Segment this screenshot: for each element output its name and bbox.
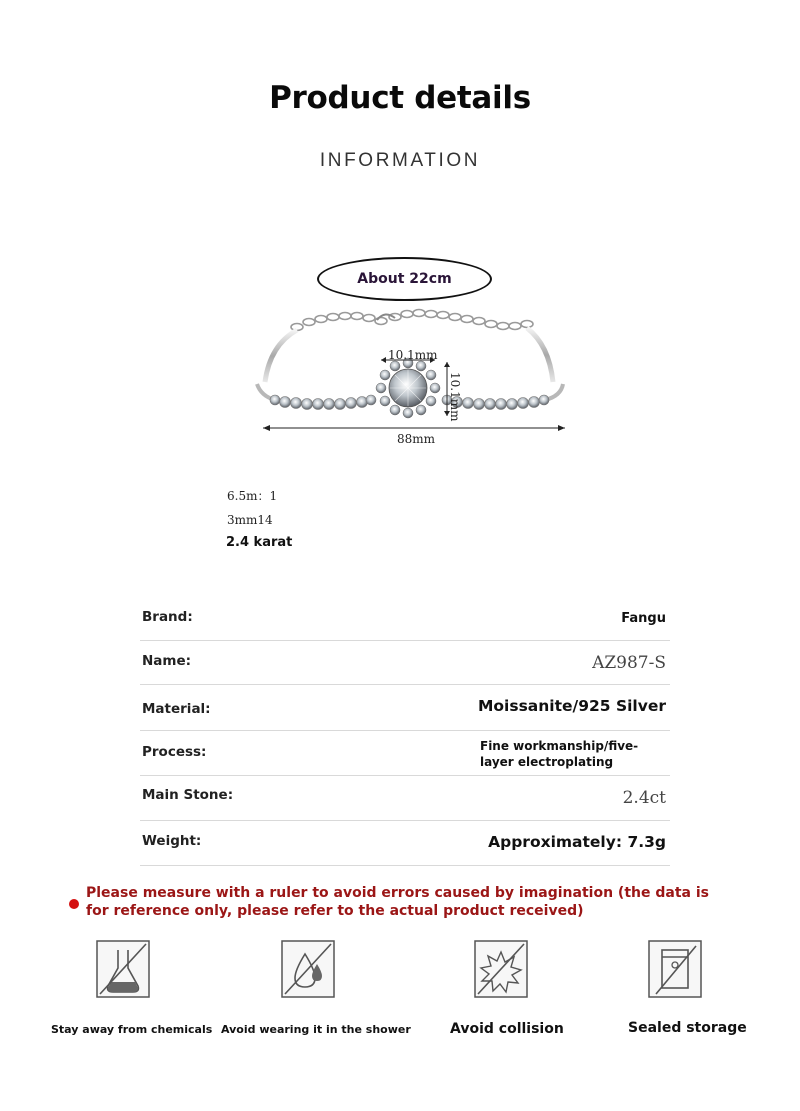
table-row — [140, 685, 670, 731]
material-label: Material: — [142, 701, 211, 717]
measurement-notice: Please measure with a ruler to avoid errors caused by imagination (the data is for reference only, please refer to the actual product received) — [86, 885, 709, 919]
details-table — [140, 596, 670, 866]
material-value: Moissanite/925 Silver — [477, 697, 666, 715]
chemical-flask-icon — [96, 940, 150, 998]
bar-length-label: 88mm — [397, 432, 436, 446]
stone-spec-size: 3mm14 — [227, 513, 273, 527]
table-row — [140, 821, 670, 866]
stone-height-label: 10.1mm — [448, 372, 462, 422]
page-subtitle: INFORMATION — [319, 150, 481, 171]
care-item-shower — [281, 940, 335, 1002]
weight-value: Approximately: 7.3g — [488, 833, 666, 851]
stone-width-label: 10.1mm — [388, 348, 438, 362]
brand-value: Fangu — [621, 611, 666, 626]
notice-bullet-icon — [69, 899, 79, 909]
weight-label: Weight: — [142, 833, 202, 849]
table-row — [140, 731, 670, 776]
process-value: Fine workmanship/five-layer electroplating — [480, 739, 639, 769]
length-callout-label: About 22cm — [357, 271, 452, 287]
sealed-bag-icon — [648, 940, 702, 998]
side-stones-left — [270, 395, 376, 410]
water-drop-icon — [281, 940, 335, 998]
bracelet-image — [245, 300, 575, 450]
stone-spec-karat: 2.4 karat — [226, 535, 293, 550]
brand-label: Brand: — [142, 609, 193, 625]
care-label-shower: Avoid wearing it in the shower — [221, 1023, 411, 1036]
care-label-collision: Avoid collision — [450, 1021, 564, 1037]
page-title: Product details — [269, 80, 531, 116]
care-label-storage: Sealed storage — [628, 1020, 747, 1036]
process-label: Process: — [142, 744, 207, 760]
main-stone-value: 2.4ct — [622, 788, 666, 808]
care-item-chemicals — [96, 940, 150, 1002]
stone-spec-ratio: 6.5m：1 — [227, 489, 278, 503]
main-stone-label: Main Stone: — [142, 787, 234, 803]
care-item-storage — [648, 940, 702, 1002]
table-row — [140, 596, 670, 641]
name-label: Name: — [142, 653, 192, 669]
length-callout — [317, 257, 492, 301]
bracelet-chain — [291, 310, 533, 331]
table-row — [140, 641, 670, 685]
collision-burst-icon — [474, 940, 528, 998]
table-row — [140, 776, 670, 821]
name-value: AZ987-S — [592, 653, 666, 673]
care-item-collision — [474, 940, 528, 1002]
care-label-chemicals: Stay away from chemicals — [51, 1023, 213, 1036]
